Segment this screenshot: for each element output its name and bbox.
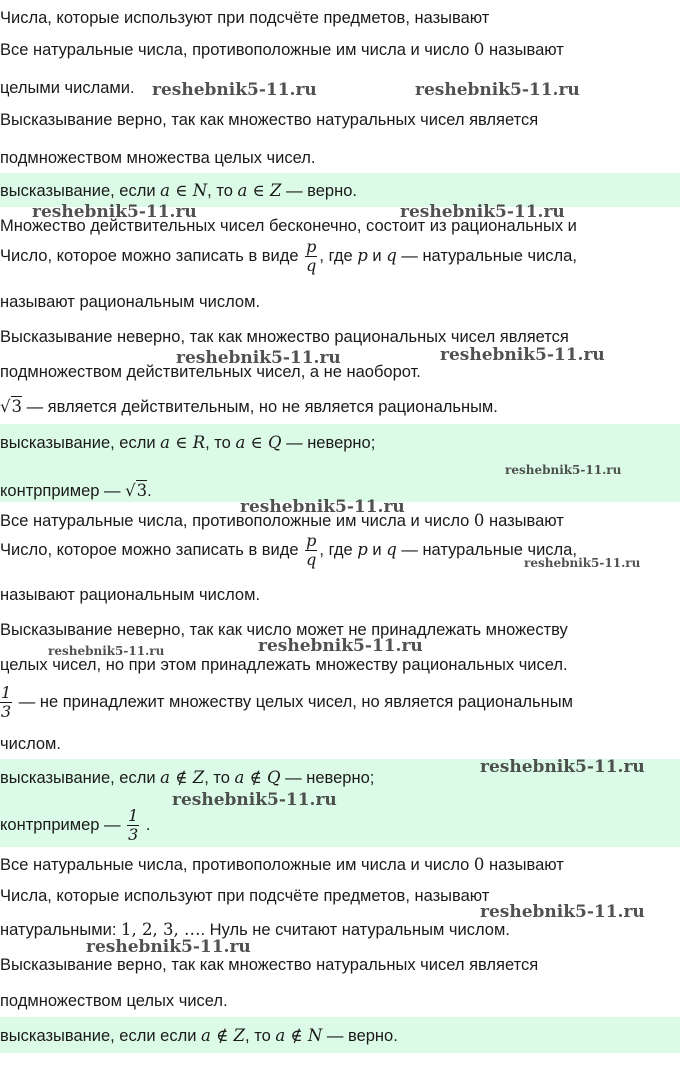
s3-line-2: Число, которое можно записать в виде $\frac{p}{q}$ , где p и q — натуральные числа, xyxy=(0,531,577,570)
s4-line-5: подмножеством целых чисел. xyxy=(0,992,228,1010)
s2-line-6: √3 — является действительным, но не является рациональным. xyxy=(0,397,498,416)
s1-statement: высказывание, если a ∈ N, то a ∈ Z — верно. xyxy=(0,181,357,200)
s3-line-6: $\frac{1}{3}$ — не принадлежит множеству целых чисел, но является рациональным xyxy=(1,683,573,722)
s3-line-7: числом. xyxy=(0,735,61,753)
fraction-1-over-3-counterexample: $\frac{1}{3}$ xyxy=(128,806,139,845)
watermark: reshebnik5-11.ru xyxy=(480,757,645,777)
s3-counterexample: контрпример — $\frac{1}{3}$ . xyxy=(0,806,151,845)
s3-line-1: Все натуральные числа, противоположные им числа и число 0 называют xyxy=(0,511,564,530)
s1-line-2: Все натуральные числа, противоположные им числа и число 0 называют xyxy=(0,40,564,59)
fraction-p-over-q: $\frac{p}{q}$ xyxy=(306,237,317,276)
watermark: reshebnik5-11.ru xyxy=(440,345,605,365)
watermark: reshebnik5-11.ru xyxy=(48,644,165,658)
fraction-p-over-q-2: $\frac{p}{q}$ xyxy=(306,531,317,570)
watermark: reshebnik5-11.ru xyxy=(86,937,251,957)
s4-line-1: Все натуральные числа, противоположные им числа и число 0 называют xyxy=(0,855,564,874)
s2-line-2: Число, которое можно записать в виде $\frac{p}{q}$ , где p и q — натуральные числа, xyxy=(0,237,577,276)
s4-line-3: натуральными: 1, 2, 3, …. Нуль не считают натуральным числом. xyxy=(0,920,510,939)
watermark: reshebnik5-11.ru xyxy=(400,202,565,222)
watermark: reshebnik5-11.ru xyxy=(240,497,405,517)
s3-line-4: Высказывание неверно, так как число может не принадлежать множеству xyxy=(0,621,568,639)
s1-line-4: Высказывание верно, так как множество натуральных чисел является xyxy=(0,111,539,129)
s1-line-3: целыми числами. xyxy=(0,79,135,97)
s1-line-1: Числа, которые используют при подсчёте предметов, называют xyxy=(0,9,490,27)
s3-statement: высказывание, если a ∉ Z, то a ∉ Q — неверно; xyxy=(0,768,375,787)
sqrt-3: √3 xyxy=(0,397,23,416)
sqrt-3-counterexample: √3 xyxy=(125,481,148,500)
watermark: reshebnik5-11.ru xyxy=(152,80,317,100)
watermark: reshebnik5-11.ru xyxy=(505,463,622,477)
watermark: reshebnik5-11.ru xyxy=(172,790,337,810)
s4-line-4: Высказывание верно, так как множество натуральных чисел является xyxy=(0,956,539,974)
s3-line-5: целых чисел, но при этом принадлежать множеству рациональных чисел. xyxy=(0,656,568,674)
s3-line-3: называют рациональным числом. xyxy=(0,586,261,604)
s2-line-4: Высказывание неверно, так как множество рациональных чисел является xyxy=(0,328,569,346)
s2-line-1: Множество действительных чисел бесконечно, состоит из рациональных и xyxy=(0,217,577,235)
s2-statement: высказывание, если a ∈ R, то a ∈ Q — неверно; xyxy=(0,433,376,452)
watermark: reshebnik5-11.ru xyxy=(32,202,197,222)
s2-line-5: подмножеством действительных чисел, а не наоборот. xyxy=(0,363,421,381)
s2-line-3: называют рациональным числом. xyxy=(0,293,261,311)
fraction-1-over-3: $\frac{1}{3}$ xyxy=(1,683,12,722)
watermark: reshebnik5-11.ru xyxy=(176,348,341,368)
s2-counterexample: контрпример — √3. xyxy=(0,481,152,500)
watermark: reshebnik5-11.ru xyxy=(524,556,641,570)
s1-line-5: подмножеством множества целых чисел. xyxy=(0,149,316,167)
s4-statement: высказывание, если если a ∉ Z, то a ∉ N — верно. xyxy=(0,1026,398,1045)
s4-line-2: Числа, которые используют при подсчёте предметов, называют xyxy=(0,887,490,905)
watermark: reshebnik5-11.ru xyxy=(258,636,423,656)
watermark: reshebnik5-11.ru xyxy=(480,902,645,922)
watermark: reshebnik5-11.ru xyxy=(415,80,580,100)
